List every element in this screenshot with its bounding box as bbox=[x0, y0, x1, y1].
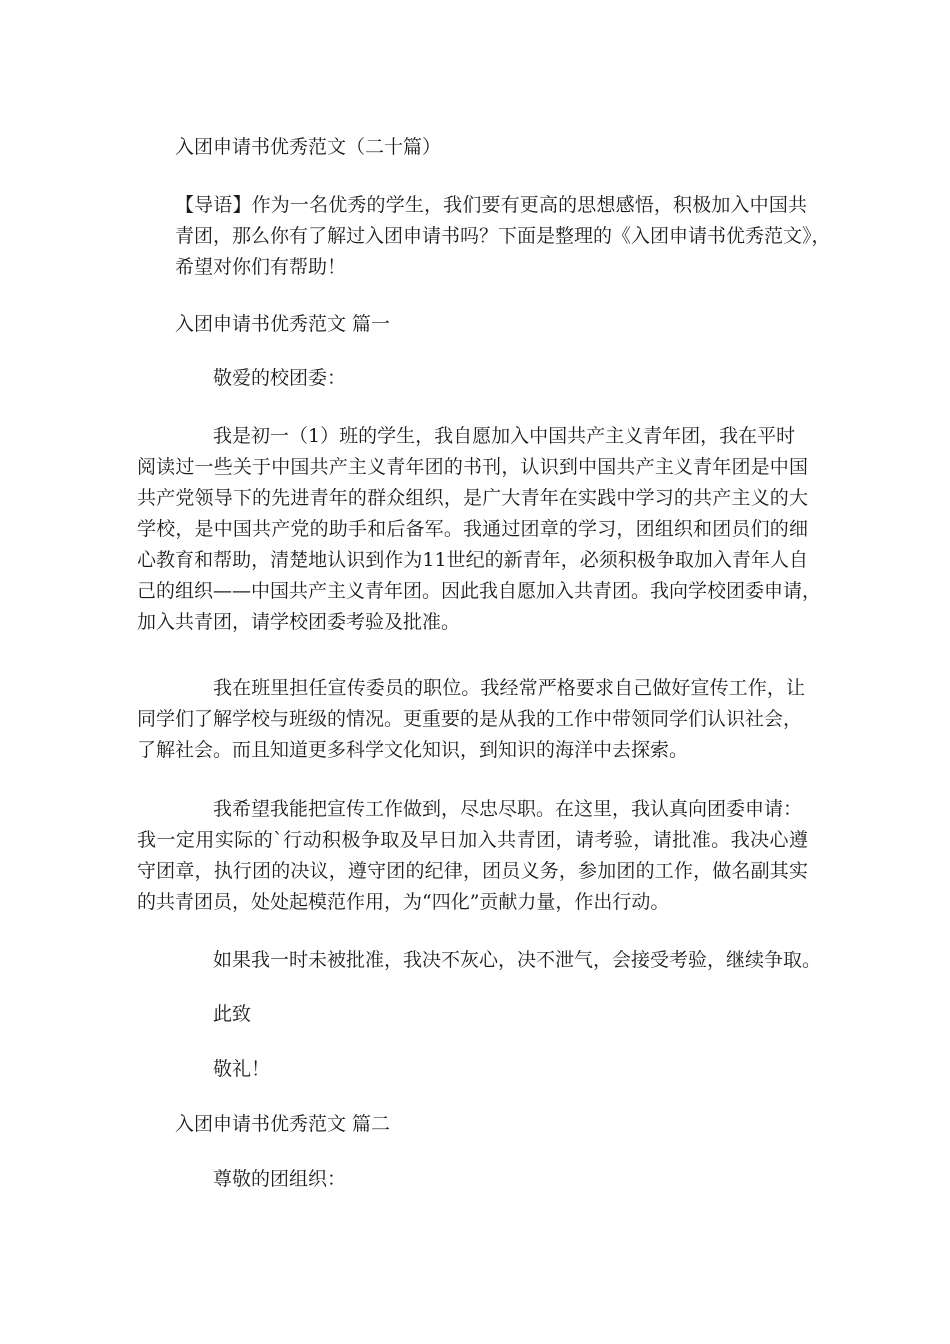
document-title: 入团申请书优秀范文（二十篇） bbox=[175, 136, 442, 158]
intro-line: 青团，那么你有了解过入团申请书吗？下面是整理的《入团申请书优秀范文》， bbox=[175, 225, 831, 247]
paragraph-line: 了解社会。而且知道更多科学文化知识，到知识的海洋中去探索。 bbox=[137, 739, 689, 761]
intro-line: 希望对你们有帮助！ bbox=[175, 256, 347, 278]
paragraph-2 bbox=[137, 673, 808, 766]
closing-line-2: 敬礼！ bbox=[213, 1058, 271, 1080]
paragraph-4: 如果我一时未被批准，我决不灰心，决不泄气，会接受考验，继续争取。 bbox=[213, 949, 822, 971]
paragraph-line: 加入共青团，请学校团委考验及批准。 bbox=[137, 611, 461, 633]
paragraph-line: 阅读过一些关于中国共产主义青年团的书刊，认识到中国共产主义青年团是中国 bbox=[137, 456, 808, 478]
paragraph-3 bbox=[137, 794, 808, 918]
intro-line: 【导语】作为一名优秀的学生，我们要有更高的思想感悟，积极加入中国共 bbox=[175, 194, 807, 216]
paragraph-1 bbox=[137, 421, 822, 638]
paragraph-line: 己的组织——中国共产主义青年团。因此我自愿加入共青团。我向学校团委申请， bbox=[137, 580, 822, 602]
paragraph-line: 守团章，执行团的决议，遵守团的纪律，团员义务，参加团的工作，做名副其实 bbox=[137, 860, 808, 882]
paragraph-line: 我是初一（1）班的学生，我自愿加入中国共产主义青年团，我在平时 bbox=[213, 425, 796, 447]
intro-paragraph bbox=[175, 190, 831, 283]
paragraph-line: 我在班里担任宣传委员的职位。我经常严格要求自己做好宣传工作，让 bbox=[213, 677, 805, 699]
paragraph-line: 同学们了解学校与班级的情况。更重要的是从我的工作中带领同学们认识社会， bbox=[137, 708, 803, 730]
paragraph-line: 的共青团员，处处起模范作用，为“四化”贡献力量，作出行动。 bbox=[137, 891, 670, 913]
section-heading-1: 入团申请书优秀范文 篇一 bbox=[175, 313, 391, 335]
section-heading-2: 入团申请书优秀范文 篇二 bbox=[175, 1113, 391, 1135]
paragraph-line: 心教育和帮助，清楚地认识到作为11世纪的新青年，必须积极争取加入青年人自 bbox=[137, 549, 808, 571]
closing-line-1: 此致 bbox=[213, 1003, 252, 1025]
paragraph-line: 共产党领导下的先进青年的群众组织，是广大青年在实践中学习的共产主义的大 bbox=[137, 487, 808, 509]
paragraph-line: 我希望我能把宣传工作做到，尽忠尽职。在这里，我认真向团委申请： bbox=[213, 798, 803, 820]
salutation-2: 尊敬的团组织： bbox=[213, 1168, 347, 1190]
paragraph-line: 学校，是中国共产党的助手和后备军。我通过团章的学习，团组织和团员们的细 bbox=[137, 518, 808, 540]
salutation-1: 敬爱的校团委： bbox=[213, 367, 347, 389]
paragraph-line: 我一定用实际的`行动积极争取及早日加入共青团，请考验，请批准。我决心遵 bbox=[137, 829, 808, 851]
